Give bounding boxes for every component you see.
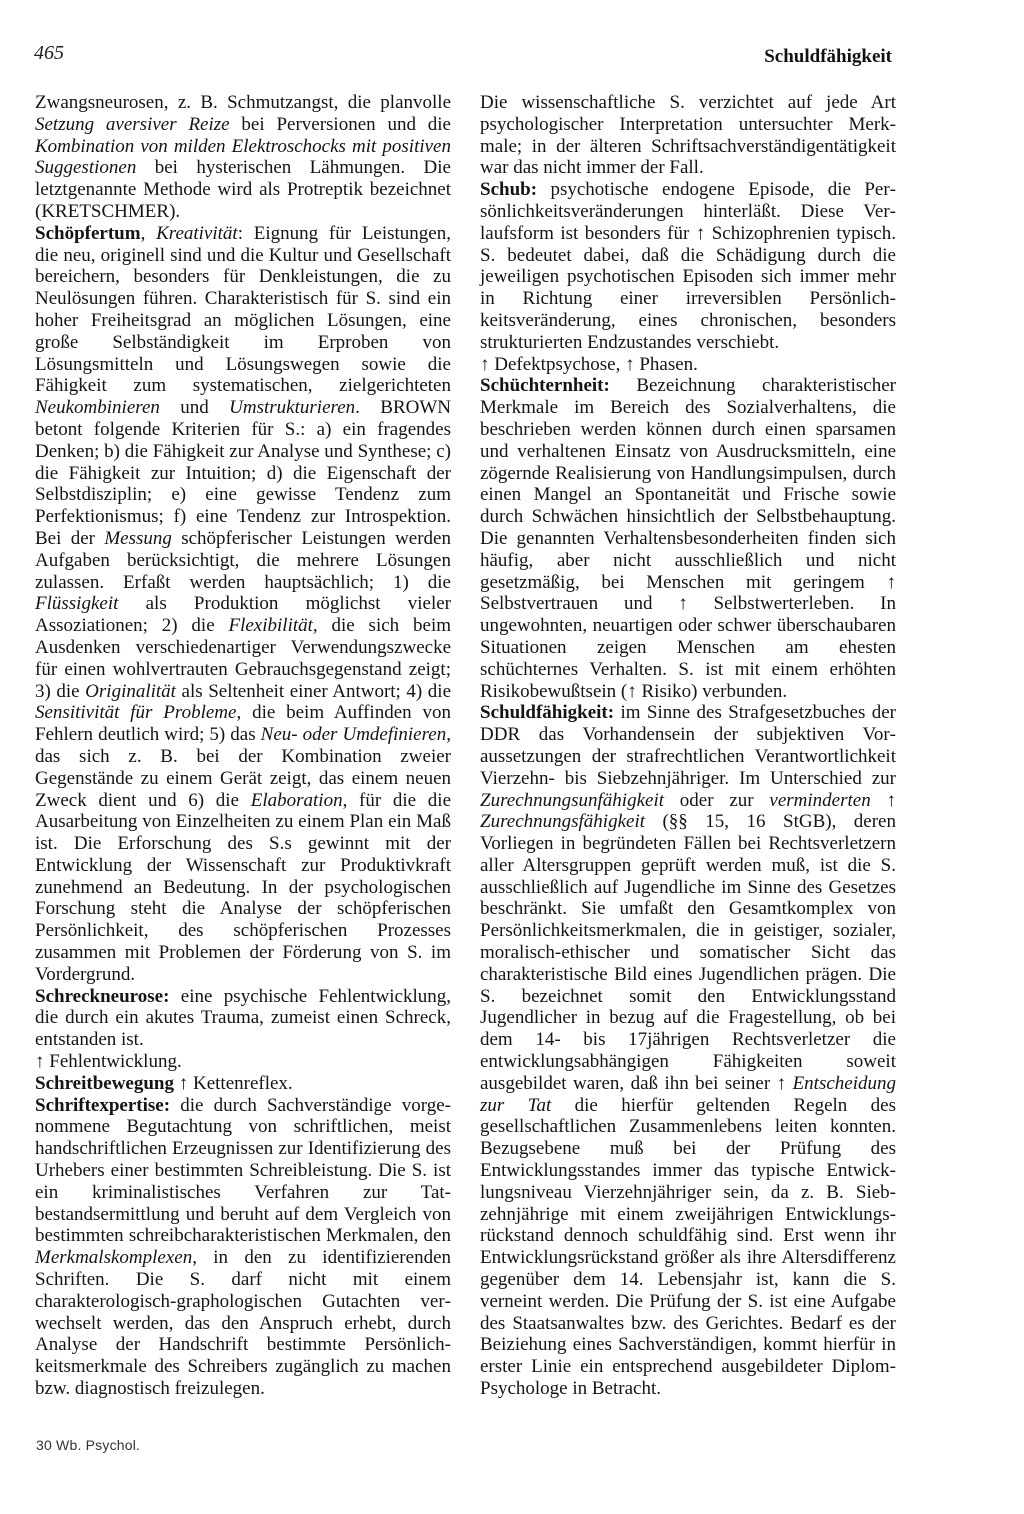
entry-headword: Schreckneurose: <box>35 985 170 1007</box>
entry-text: die durch Sachverständige vorgenommene Begutachtung von schriftlichen, meist handschriftlichen Erzeugnissen zur Identifizierung des Urhebers einer bestimmten Schreibleistung. Die S. ist ein kriminalistisches Verfahren zur Tatbestandsermittlung und beruht auf dem Vergleich von bestimmten schreibcharakteristischen Merkmalen, den <box>35 1094 451 1247</box>
emphasized-term: Kombination von milden Elektroschocks mit positiven Suggestionen <box>35 135 451 179</box>
entry-text: , für die die Ausarbeitung von Einzelheiten zu einem Plan ein Maß ist. Die Erforschung des S.s gewinnt mit der Entwicklung der Wissenschaft zur Produktivkraft zunehmend an Bedeutung. In der psychologischen Forschung steht die Analyse der schöpferischen Persönlichkeit, des schöpferischen Prozesses zusammen mit Problemen der Förderung von S. im Vordergrund. <box>35 789 452 985</box>
entry-text: bei Perversionen und die <box>229 113 451 135</box>
entry-text: ↑ Fehlentwicklung. <box>35 1051 182 1073</box>
emphasized-term: Setzung aversiver Reize <box>35 113 230 135</box>
dictionary-entry <box>35 92 451 223</box>
emphasized-term: Flexibilität <box>228 615 313 637</box>
emphasized-term: Neu- oder Umdefinieren <box>260 724 447 746</box>
entry-text: Zwangsneurosen, z. B. Schmutzangst, die planvolle <box>35 92 451 113</box>
entry-text: (§§ 15, 16 StGB), deren Vorliegen in begründeten Fällen bei Rechtsverletzern aller Altersgruppen geprüft werden muß, ist die S. ausschließlich auf Jugendliche im Sinne des Gesetzes beschränkt. Sie umfaßt den Gesamtkomplex von Persönlichkeitsmerkmalen, die in geistiger, sozialer, moralisch-ethischer und somatischer Sicht das charakteristische Bild eines Jugendlichen prägen. Die S. bezeichnet somit den Entwicklungsstand Jugendlicher in bezug auf die Fragestellung, ob bei dem 14- bis 17jährigen Rechtsverletzer die entwicklungsabhängigen Fähigkeiten soweit ausgebildet waren, daß ihn bei seiner ↑ <box>480 811 896 1094</box>
emphasized-term: Sensitivität für Probleme <box>35 702 237 724</box>
emphasized-term: Elaboration <box>250 789 343 811</box>
running-head: Schuldfähigkeit <box>764 46 892 67</box>
printer-signature: 30 Wb. Psychol. <box>36 1437 141 1453</box>
entry-text: und <box>159 397 230 419</box>
emphasized-term: Neukombinieren <box>35 397 160 419</box>
entry-text: schöpferischer Leistungen werden Aufgaben berücksichtigt, die mehrere Lösungen zulassen. Erfaßt werden hauptsächlich; 1) die <box>35 527 451 593</box>
dictionary-entry <box>480 354 896 376</box>
right-column <box>480 92 896 1400</box>
emphasized-term: Umstrukturieren <box>229 397 356 419</box>
entry-text: Die wissenschaftliche S. verzichtet auf jede Art psychologischer Interpretation untersuchter Merkmale; in der älteren Schriftsachverständigentätigkeit war das nicht immer der Fall. <box>480 92 896 179</box>
entry-text: ↑ Kettenreflex. <box>173 1072 293 1094</box>
entry-text: oder zur <box>664 789 770 811</box>
emphasized-term: verminderten ↑ Zurechnungsfähigkeit <box>480 789 896 833</box>
entry-text: bei hysterischen Lähmungen. Die letztgenannte Methode wird als Protreptik bezeichnet (KRETSCHMER). <box>35 157 451 222</box>
dictionary-entry <box>480 92 896 179</box>
page-number: 465 <box>34 42 64 64</box>
entry-headword: Schöpfertum <box>35 222 141 244</box>
entry-headword: Schreitbewegung <box>35 1072 174 1094</box>
emphasized-term: Entscheidung zur Tat <box>480 1072 896 1116</box>
entry-headword: Schriftexpertise: <box>35 1094 171 1116</box>
emphasized-term: Zurechnungsunfähigkeit <box>480 789 664 811</box>
emphasized-term: Merkmalskomplexen <box>35 1247 193 1269</box>
entry-text: , die sich beim Ausdenken verschiedenartiger Verwendungszwecke für einen wohlvertrauten Gebrauchsgegenstand zeigt; 3) die <box>35 615 451 702</box>
entry-text: als Seltenheit einer Antwort; 4) die <box>175 680 451 702</box>
dictionary-entry <box>35 1073 451 1095</box>
left-column <box>35 92 451 1400</box>
entry-text: im Sinne des Strafgesetzbuches der DDR das Vorhandensein der subjektiven Voraussetzungen der strafrechtlichen Verantwortlichkeit Vierzehn- bis Siebzehnjähriger. Im Unterschied zur <box>480 702 896 789</box>
entry-headword: Schub: <box>480 179 538 201</box>
dictionary-entry <box>480 702 896 1400</box>
entry-text: , in den zu identifizierenden Schriften. Die S. darf nicht mit einem charakterologisch-graphologischen Gutachten verwechselt werden, das den Anspruch erhebt, durch Analyse der Handschrift bestimmte Persönlichkeitsmerkmale des Schreibers zugänglich zu machen bzw. diagnostisch freizulegen. <box>35 1247 451 1400</box>
entry-text: , das sich z. B. bei der Kombination zweier Gegenstände zu einem Gerät zeigt, das einem neuen Zweck dient und 6) die <box>35 724 451 811</box>
entry-text: als Produktion möglichst vieler Assoziationen; 2) die <box>35 593 451 637</box>
entry-text: eine psychische Fehlentwicklung, die durch ein akutes Trauma, zumeist einen Schreck, entstanden ist. <box>35 985 451 1051</box>
emphasized-term: Originalität <box>85 680 176 702</box>
entry-headword: Schüchternheit: <box>480 375 610 397</box>
dictionary-entry <box>35 986 451 1051</box>
emphasized-term: Messung <box>104 527 172 549</box>
entry-text: , die beim Auffinden von Fehlern deutlich wird; 5) das <box>35 702 451 746</box>
dictionary-entry <box>35 223 451 986</box>
entry-text: : Eignung für Leistungen, die neu, originell sind und die Kultur und Gesellschaft bereichern, besonders für Denkleistungen, die zu Neulösungen führen. Charakteristisch für S. sind ein hoher Freiheitsgrad an möglichen Lösungen, eine große Selbständigkeit im Erproben von Lösungsmitteln und Lösungswegen sowie die Fähigkeit zum systematischen, zielgerichteten <box>35 222 451 397</box>
dictionary-entry <box>35 1095 451 1400</box>
dictionary-entry <box>480 375 896 702</box>
emphasized-term: Kreativität <box>156 222 238 244</box>
emphasized-term: Flüssigkeit <box>35 593 119 615</box>
entry-text: . BROWN betont folgende Kriterien für S.: a) ein fragendes Denken; b) die Fähigkeit zur Analyse und Synthese; c) die Fähigkeit zur Intuition; d) die Eigenschaft der Selbstdisziplin; e) eine gewisse Tendenz zum Perfektionismus; f) eine Tendenz zur Introspektion. Bei der <box>35 397 451 549</box>
dictionary-entry <box>480 179 896 353</box>
entry-text: ↑ Defektpsychose, ↑ Phasen. <box>480 353 698 375</box>
entry-text: Bezeichnung charakteristischer Merkmale im Bereich des Sozialverhaltens, die beschrieben werden können durch einen sparsamen und verhaltenen Einsatz von Ausdrucksmitteln, eine zögernde Realisierung von Handlungsimpulsen, durch einen Mangel an Spontaneität und Frische sowie durch Schwächen hinsichtlich der Selbstbehauptung. Die genannten Verhaltensbesonderheiten finden sich häufig, aber nicht ausschließlich und nicht gesetzmäßig, bei Menschen mit geringem ↑ Selbstvertrauen und ↑ Selbstwerterleben. In ungewohnten, neuartigen oder schwer überschaubaren Situationen zeigen Menschen am ehesten schüchternes Verhalten. S. ist mit einem erhöhten Risikobewußtsein (↑ Risiko) verbunden. <box>480 375 896 702</box>
entry-text: , <box>140 222 157 244</box>
entry-text: die hierfür geltenden Regeln des gesellschaftlichen Zusammenlebens leiten konnten. Bezugsebene muß bei der Prüfung des Entwicklungsstandes immer das typische Entwicklungsniveau Vierzehnjähriger sein, da z. B. Siebzehnjährige mit einem zweijährigen Entwicklungsrückstand dennoch schuldfähig sind. Erst wenn ihr Entwicklungsrückstand größer als ihre Altersdifferenz gegenüber dem 14. Lebensjahr ist, kann die S. verneint werden. Die Prüfung der S. ist eine Aufgabe des Staatsanwaltes bzw. des Gerichtes. Bedarf es der Beiziehung eines Sachverständigen, kommt hierfür in erster Linie ein entsprechend ausgebildeter Diplom-Psychologe in Betracht. <box>480 1094 896 1400</box>
entry-headword: Schuldfähigkeit: <box>480 702 615 724</box>
entry-text: psychotische endogene Episode, die Persönlichkeitsveränderungen hinterläßt. Diese Verlaufsform ist besonders für ↑ Schizophrenien typisch. S. bedeutet dabei, daß die Schädigung durch die jeweiligen psychotischen Episoden sich immer mehr in Richtung einer irreversiblen Persönlichkeitsveränderung, eines chronischen, besonders strukturierten Endzustandes verschiebt. <box>480 179 896 353</box>
dictionary-entry <box>35 1051 451 1073</box>
